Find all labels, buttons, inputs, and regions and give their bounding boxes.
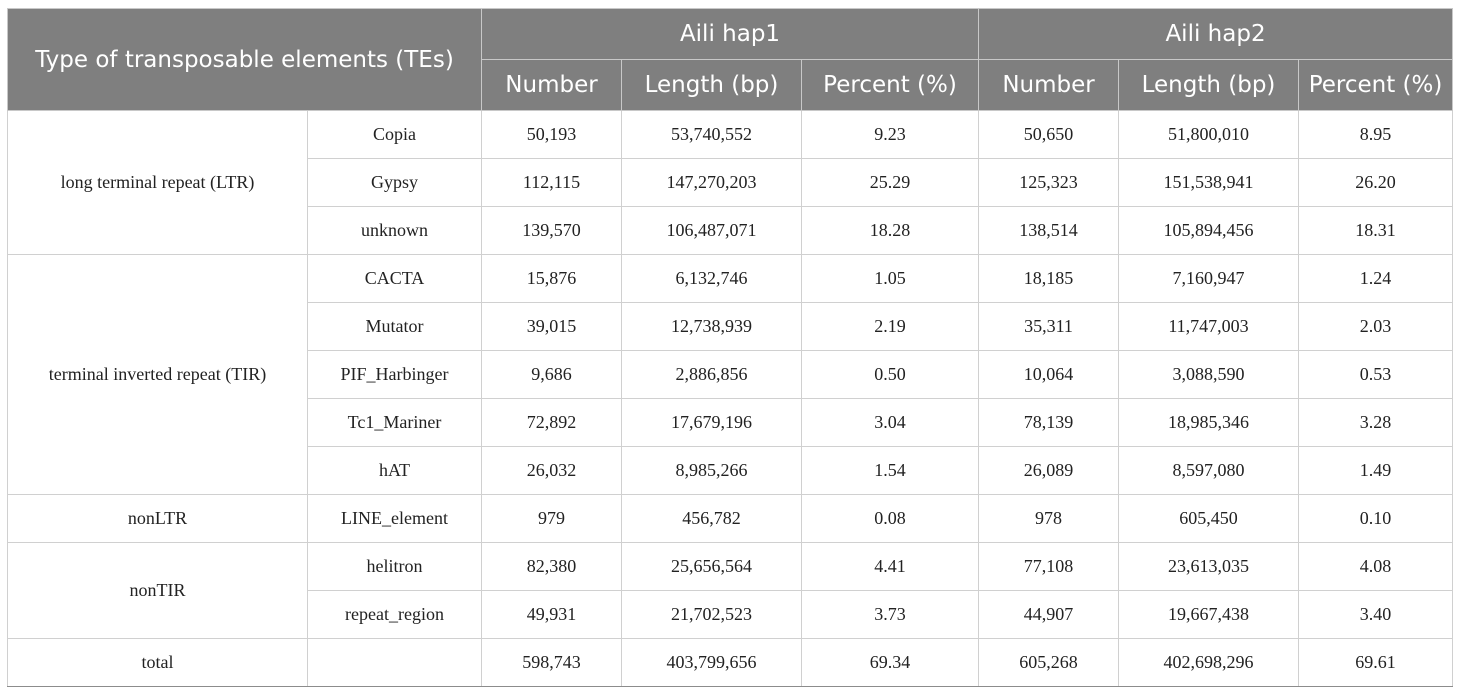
category-cell: long terminal repeat (LTR): [8, 111, 308, 255]
hap1-number-cell: 50,193: [482, 111, 622, 159]
hap1-length-cell: 8,985,266: [622, 447, 802, 495]
hap1-length-cell: 106,487,071: [622, 207, 802, 255]
hap1-percent-cell: 0.50: [802, 351, 979, 399]
category-cell: nonLTR: [8, 495, 308, 543]
hap1-length-cell: 25,656,564: [622, 543, 802, 591]
hap2-length-cell: 7,160,947: [1119, 255, 1299, 303]
hap1-length-cell: 12,738,939: [622, 303, 802, 351]
hap1-length-cell: 403,799,656: [622, 639, 802, 687]
category-cell: nonTIR: [8, 543, 308, 639]
te-table: [7, 8, 1453, 687]
hap2-number-cell: 18,185: [979, 255, 1119, 303]
hap1-percent-cell: 2.19: [802, 303, 979, 351]
hap1-length-cell: 2,886,856: [622, 351, 802, 399]
hap2-number-cell: 50,650: [979, 111, 1119, 159]
hap2-header: Aili hap2: [979, 9, 1453, 60]
hap1-percent-cell: 1.54: [802, 447, 979, 495]
hap2-number-cell: 138,514: [979, 207, 1119, 255]
table-body: [8, 111, 1453, 687]
hap1-length-cell: 53,740,552: [622, 111, 802, 159]
hap1-percent-cell: 69.34: [802, 639, 979, 687]
hap2-percent-cell: 8.95: [1299, 111, 1453, 159]
table-row: [8, 255, 1453, 303]
hap1-header: Aili hap1: [482, 9, 979, 60]
hap1-number-cell: 15,876: [482, 255, 622, 303]
hap2-number-cell: 978: [979, 495, 1119, 543]
hap1-percent-cell: 9.23: [802, 111, 979, 159]
hap1-percent-cell: 3.73: [802, 591, 979, 639]
hap2-length-cell: 19,667,438: [1119, 591, 1299, 639]
hap1-percent-cell: 18.28: [802, 207, 979, 255]
hap1-length-cell: 17,679,196: [622, 399, 802, 447]
category-cell: terminal inverted repeat (TIR): [8, 255, 308, 495]
hap2-length-cell: 3,088,590: [1119, 351, 1299, 399]
subtype-cell: PIF_Harbinger: [308, 351, 482, 399]
hap2-length-cell: 402,698,296: [1119, 639, 1299, 687]
hap1-number-cell: 82,380: [482, 543, 622, 591]
hap2-percent-cell: 3.40: [1299, 591, 1453, 639]
hap1-number-cell: 139,570: [482, 207, 622, 255]
hap1-number-cell: 26,032: [482, 447, 622, 495]
hap2-length-cell: 11,747,003: [1119, 303, 1299, 351]
hap2-percent-cell: 4.08: [1299, 543, 1453, 591]
hap1-percent-cell: 4.41: [802, 543, 979, 591]
hap1-percent-cell: 25.29: [802, 159, 979, 207]
hap2-number-cell: 10,064: [979, 351, 1119, 399]
hap1-number-cell: 9,686: [482, 351, 622, 399]
hap2-percent-cell: 1.49: [1299, 447, 1453, 495]
hap1-length-header: Length (bp): [622, 60, 802, 111]
hap1-number-cell: 49,931: [482, 591, 622, 639]
hap1-length-cell: 456,782: [622, 495, 802, 543]
category-cell: total: [8, 639, 308, 687]
table-container: [7, 8, 1453, 687]
subtype-cell: CACTA: [308, 255, 482, 303]
hap2-length-cell: 105,894,456: [1119, 207, 1299, 255]
hap1-number-cell: 39,015: [482, 303, 622, 351]
table-header: [8, 9, 1453, 111]
hap1-number-cell: 112,115: [482, 159, 622, 207]
hap2-length-cell: 8,597,080: [1119, 447, 1299, 495]
hap1-length-cell: 21,702,523: [622, 591, 802, 639]
hap2-number-header: Number: [979, 60, 1119, 111]
hap2-percent-cell: 0.10: [1299, 495, 1453, 543]
table-row: [8, 111, 1453, 159]
hap2-length-header: Length (bp): [1119, 60, 1299, 111]
table-row: [8, 543, 1453, 591]
type-header: Type of transposable elements (TEs): [8, 9, 482, 111]
subtype-cell: Copia: [308, 111, 482, 159]
hap1-percent-cell: 0.08: [802, 495, 979, 543]
subtype-cell: helitron: [308, 543, 482, 591]
hap2-number-cell: 35,311: [979, 303, 1119, 351]
hap1-percent-cell: 1.05: [802, 255, 979, 303]
hap2-percent-cell: 69.61: [1299, 639, 1453, 687]
hap1-percent-cell: 3.04: [802, 399, 979, 447]
table-row: [8, 495, 1453, 543]
hap2-percent-cell: 18.31: [1299, 207, 1453, 255]
subtype-cell: Mutator: [308, 303, 482, 351]
subtype-cell: Gypsy: [308, 159, 482, 207]
hap2-length-cell: 51,800,010: [1119, 111, 1299, 159]
subtype-cell: Tc1_Mariner: [308, 399, 482, 447]
subtype-cell: LINE_element: [308, 495, 482, 543]
hap2-length-cell: 23,613,035: [1119, 543, 1299, 591]
hap2-length-cell: 605,450: [1119, 495, 1299, 543]
hap2-percent-cell: 3.28: [1299, 399, 1453, 447]
hap2-length-cell: 18,985,346: [1119, 399, 1299, 447]
hap1-percent-header: Percent (%): [802, 60, 979, 111]
hap1-length-cell: 6,132,746: [622, 255, 802, 303]
hap2-percent-header: Percent (%): [1299, 60, 1453, 111]
hap1-length-cell: 147,270,203: [622, 159, 802, 207]
hap2-number-cell: 605,268: [979, 639, 1119, 687]
hap2-percent-cell: 0.53: [1299, 351, 1453, 399]
hap2-percent-cell: 2.03: [1299, 303, 1453, 351]
hap1-number-cell: 979: [482, 495, 622, 543]
hap2-number-cell: 78,139: [979, 399, 1119, 447]
hap2-percent-cell: 26.20: [1299, 159, 1453, 207]
hap1-number-cell: 72,892: [482, 399, 622, 447]
hap1-number-header: Number: [482, 60, 622, 111]
hap2-number-cell: 44,907: [979, 591, 1119, 639]
hap2-percent-cell: 1.24: [1299, 255, 1453, 303]
hap2-number-cell: 125,323: [979, 159, 1119, 207]
subtype-cell: hAT: [308, 447, 482, 495]
subtype-cell: unknown: [308, 207, 482, 255]
hap2-length-cell: 151,538,941: [1119, 159, 1299, 207]
table-row: [8, 639, 1453, 687]
subtype-cell: repeat_region: [308, 591, 482, 639]
hap2-number-cell: 26,089: [979, 447, 1119, 495]
hap2-number-cell: 77,108: [979, 543, 1119, 591]
subtype-cell: [308, 639, 482, 687]
hap1-number-cell: 598,743: [482, 639, 622, 687]
